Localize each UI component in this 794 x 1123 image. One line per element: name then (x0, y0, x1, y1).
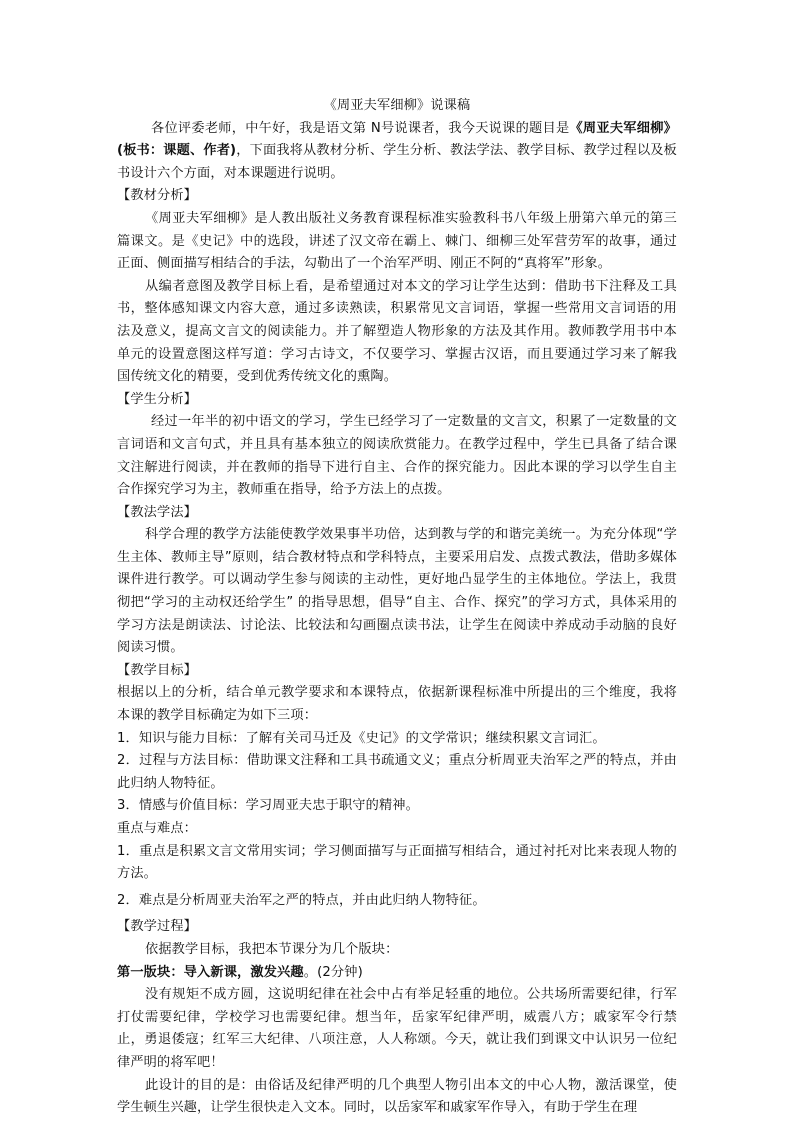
process-intro: 依据教学目标，我把本节课分为几个版块： (145, 941, 399, 957)
key-point-1: 1．重点是积累文言文常用实词；学习侧面描写与正面描写相结合，通过衬托对比来表现人物的方法。 (117, 843, 677, 882)
document-page (117, 95, 677, 1120)
methods-paragraph-1: 科学合理的教学方法能使教学效果事半功倍，达到教与学的和谐完美统一。为充分体现“学生主体、教师主导”原则，结合教材特点和学科特点，主要采用启发、点拨式教法，借助多媒体课件进行教学。可以调动学生参与阅读的主动性，更好地凸显学生的主体地位。学法上，我贯彻把“学习的主动权还给学生” 的指导思想，倡导“自主、合作、探究”的学习方式，具体采用的学习方法是朗读法、讨论法、比较法和勾画圈点读书法，让学生在阅读中养成动手动脑的良好阅读习惯。 (117, 527, 677, 656)
students-paragraph-1: 经过一年半的初中语文的学习，学生已经学习了一定数量的文言文，积累了一定数量的文言词语和文言句式，并且具有基本独立的阅读欣赏能力。在教学过程中，学生已具备了结合课文注解进行阅读，并在教师的指导下进行自主、合作的探究能力。因此本课的学习以学生自主合作探究学习为主，教师重在指导，给予方法上的点拨。 (117, 414, 677, 498)
section-heading-process: 【教学过程】 (117, 919, 198, 935)
process-paragraph-1: 没有规矩不成方圆，这说明纪律在社会中占有举足轻重的地位。公共场所需要纪律，行军打仗需要纪律，学校学习也需要纪律。想当年，岳家军纪律严明，威震八方；戚家军令行禁止，勇退倭寇；红军三大纪律、八项注意，人人称颂。今天，就让我们到课文中认识另一位纪律严明的将军吧！ (117, 987, 677, 1070)
key-point-2: 2．难点是分析周亚夫治军之严的特点，并由此归纳人物特征。 (117, 892, 486, 908)
goal-item-1: 1．知识与能力目标：了解有关司马迁及《史记》的文学常识；继续积累文言词汇。 (117, 730, 606, 746)
key-points-heading: 重点与难点： (117, 821, 198, 836)
textbook-paragraph-1: 《周亚夫军细柳》是人教出版社义务教育课程标准实验教科书八年级上册第六单元的第三篇课文。是《史记》中的选段，讲述了汉文帝在霸上、棘门、细柳三处军营劳军的故事，通过正面、侧面描写相结合的手法，勾勒出了一个治军严明、刚正不阿的“真将军”形象。 (117, 210, 677, 272)
intro-paragraph (117, 118, 677, 186)
intro-text-post: ，下面我将从教材分析、学生分析、教法学法、教学目标、教学过程以及板书设计六个方面，对本课题进行说明。 (117, 143, 677, 181)
process-paragraph-2: 此设计的目的是：由俗话及纪律严明的几个典型人物引出本文的中心人物，激活课堂，使学生顿生兴趣，让学生很快走入文本。同时，以岳家军和戚家军作导入，有助于学生在理 (117, 1077, 677, 1116)
textbook-paragraph-2: 从编者意图及教学目标上看，是希望通过对本文的学习让学生达到：借助书下注释及工具书，整体感知课文内容大意，通过多读熟读，积累常见文言词语，掌握一些常用文言词语的用法及意义，提高文言文的阅读能力。并了解塑造人物形象的方法及其作用。教师教学用书中本单元的设置意图这样写道：学习古诗文，不仅要学习、掌握古汉语，而且要通过学习来了解我国传统文化的精要，受到优秀传统文化的熏陶。 (117, 278, 677, 385)
document-title: 《周亚夫军细柳》说课稿 (323, 98, 471, 113)
intro-text-bold: 《周亚夫军细柳》(板书：课题、作者) (117, 120, 678, 159)
section-heading-students: 【学生分析】 (117, 391, 198, 407)
section-heading-methods: 【教法学法】 (117, 504, 198, 520)
section-heading-goals: 【教学目标】 (117, 662, 198, 678)
block-1-title: 第一版块：导入新课，激发兴趣 (117, 964, 304, 980)
goals-intro: 根据以上的分析，结合单元教学要求和本课特点，依据新课程标准中所提出的三个维度，我将本课的教学目标确定为如下三项： (117, 685, 677, 724)
section-heading-textbook: 【教材分析】 (117, 188, 198, 204)
block-1-time: 。(2分钟) (303, 964, 363, 980)
goal-item-3: 3．情感与价值目标：学习周亚夫忠于职守的精神。 (117, 798, 419, 814)
intro-text-pre: 各位评委老师，中午好，我是语文第 N号说课者，我今天说课的题目是 (151, 120, 570, 136)
goal-item-2: 2．过程与方法目标：借助课文注释和工具书疏通文义；重点分析周亚夫治军之严的特点，并由此归纳人物特征。 (117, 753, 677, 791)
block-1-heading (117, 962, 677, 985)
